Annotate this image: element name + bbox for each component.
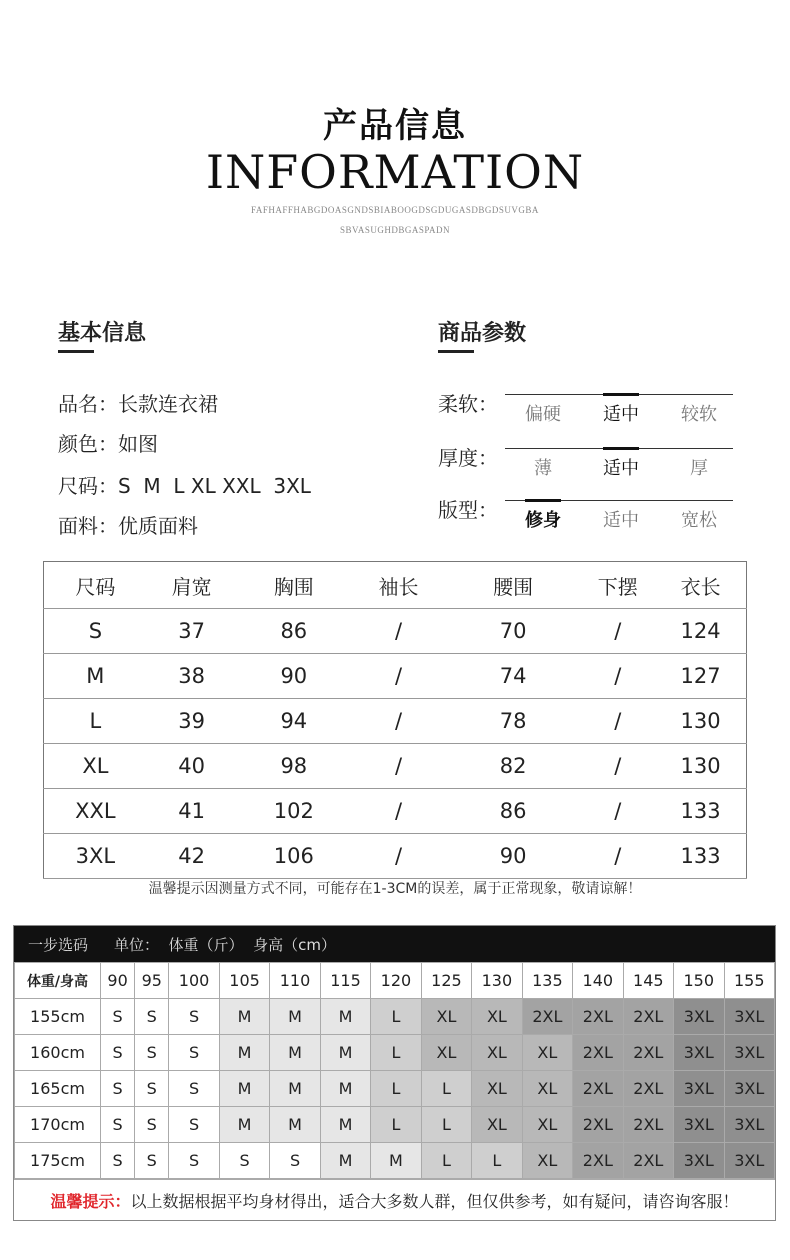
quick-weight-cell: 100 bbox=[169, 963, 219, 999]
quick-weight-cell: 140 bbox=[573, 963, 623, 999]
quick-size-cell: L bbox=[421, 1143, 471, 1179]
size-cell: 42 bbox=[147, 834, 237, 879]
size-cell: 106 bbox=[236, 834, 351, 879]
basic-info-underline bbox=[58, 350, 94, 353]
quick-size-cell: L bbox=[472, 1143, 522, 1179]
quick-height-row bbox=[15, 1071, 775, 1107]
table-row bbox=[44, 789, 747, 834]
quick-size-cell: L bbox=[421, 1071, 471, 1107]
size-cell: S bbox=[44, 609, 147, 654]
size-cell: 90 bbox=[236, 654, 351, 699]
size-cell: 41 bbox=[147, 789, 237, 834]
size-cell: / bbox=[351, 789, 446, 834]
size-header-cell: 腰围 bbox=[446, 562, 581, 609]
quick-size-cell: 2XL bbox=[573, 999, 623, 1035]
quick-size-cell: 3XL bbox=[724, 1107, 775, 1143]
size-cell: 130 bbox=[655, 744, 746, 789]
quick-weight-cell: 130 bbox=[472, 963, 522, 999]
quick-size-cell: S bbox=[101, 1107, 135, 1143]
quick-height-row bbox=[15, 999, 775, 1035]
quick-size-cell: 2XL bbox=[573, 1107, 623, 1143]
quick-size-cell: XL bbox=[522, 1071, 572, 1107]
size-cell: 90 bbox=[446, 834, 581, 879]
quick-size-cell: 3XL bbox=[674, 999, 724, 1035]
quick-size-cell: 2XL bbox=[623, 1035, 673, 1071]
footer-warning-label: 温馨提示： bbox=[50, 1191, 131, 1211]
size-cell: 133 bbox=[655, 834, 746, 879]
size-cell: M bbox=[44, 654, 147, 699]
param-selected-marker bbox=[603, 393, 639, 396]
size-cell: / bbox=[351, 609, 446, 654]
quick-height-cell: 175cm bbox=[15, 1143, 101, 1179]
quick-size-cell: 2XL bbox=[573, 1035, 623, 1071]
quick-size-cell: M bbox=[270, 1107, 320, 1143]
quick-size-cell: S bbox=[169, 1071, 219, 1107]
quick-size-unit: 单位： 体重（斤） 身高（cm） bbox=[114, 935, 336, 954]
quick-height-row bbox=[15, 1035, 775, 1071]
quick-size-header bbox=[14, 926, 775, 962]
table-row bbox=[44, 654, 747, 699]
page-title: 产品信息 bbox=[323, 106, 467, 146]
param-option: 偏硬 bbox=[525, 404, 561, 425]
quick-size-cell: 3XL bbox=[724, 999, 775, 1035]
size-cell: 124 bbox=[655, 609, 746, 654]
table-row bbox=[44, 834, 747, 879]
quick-corner-cell: 体重/身高 bbox=[15, 963, 101, 999]
quick-size-cell: M bbox=[270, 1071, 320, 1107]
quick-weight-cell: 95 bbox=[135, 963, 169, 999]
quick-weight-cell: 125 bbox=[421, 963, 471, 999]
quick-size-cell: L bbox=[371, 1071, 421, 1107]
quick-size-cell: 3XL bbox=[724, 1143, 775, 1179]
size-cell: / bbox=[580, 744, 655, 789]
params-title: 商品参数 bbox=[438, 321, 527, 346]
param-option: 适中 bbox=[603, 458, 639, 479]
quick-size-cell: S bbox=[101, 1035, 135, 1071]
quick-size-cell: M bbox=[320, 999, 370, 1035]
param-option: 薄 bbox=[534, 458, 552, 479]
quick-height-cell: 155cm bbox=[15, 999, 101, 1035]
quick-size-cell: 2XL bbox=[522, 999, 572, 1035]
quick-size-cell: XL bbox=[472, 1071, 522, 1107]
quick-size-cell: M bbox=[320, 1071, 370, 1107]
size-cell: 127 bbox=[655, 654, 746, 699]
quick-size-cell: XL bbox=[472, 1107, 522, 1143]
size-cell: 3XL bbox=[44, 834, 147, 879]
quick-size-cell: XL bbox=[522, 1035, 572, 1071]
param-label: 柔软： bbox=[438, 392, 498, 416]
quick-size-footer bbox=[14, 1179, 775, 1220]
table-row bbox=[44, 699, 747, 744]
quick-size-cell: S bbox=[169, 999, 219, 1035]
product-name: 品名：长款连衣裙 bbox=[58, 392, 218, 416]
quick-size-cell: L bbox=[421, 1107, 471, 1143]
param-selected-marker bbox=[603, 447, 639, 450]
quick-size-cell: 3XL bbox=[674, 1071, 724, 1107]
decorative-subtitle-1: FAFHAFFHABGDOASGNDSBIABOOGDSGDUGASDBGDSUVGBA bbox=[251, 205, 539, 215]
size-table-header bbox=[44, 562, 747, 609]
basic-info-title: 基本信息 bbox=[58, 321, 147, 346]
size-cell: 39 bbox=[147, 699, 237, 744]
quick-height-row bbox=[15, 1107, 775, 1143]
size-cell: / bbox=[351, 744, 446, 789]
size-header-cell: 尺码 bbox=[44, 562, 147, 609]
quick-size-cell: M bbox=[320, 1143, 370, 1179]
quick-size-cell: S bbox=[169, 1035, 219, 1071]
page-title-en: INFORMATION bbox=[205, 145, 585, 199]
decorative-subtitle-2: SBVASUGHDBGASPADN bbox=[339, 225, 451, 235]
quick-size-cell: XL bbox=[421, 1035, 471, 1071]
quick-weight-cell: 90 bbox=[101, 963, 135, 999]
quick-size-cell: XL bbox=[472, 999, 522, 1035]
quick-size-cell: S bbox=[135, 1107, 169, 1143]
size-cell: 70 bbox=[446, 609, 581, 654]
quick-size-cell: S bbox=[135, 999, 169, 1035]
quick-size-cell: S bbox=[169, 1107, 219, 1143]
param-option: 宽松 bbox=[681, 510, 717, 531]
quick-weight-cell: 120 bbox=[371, 963, 421, 999]
size-table bbox=[43, 561, 747, 879]
size-cell: 82 bbox=[446, 744, 581, 789]
size-cell: / bbox=[580, 699, 655, 744]
quick-size-cell: 3XL bbox=[674, 1107, 724, 1143]
quick-size-cell: S bbox=[135, 1035, 169, 1071]
table-row bbox=[44, 744, 747, 789]
param-option: 适中 bbox=[603, 404, 639, 425]
size-cell: / bbox=[580, 609, 655, 654]
size-header-cell: 衣长 bbox=[655, 562, 746, 609]
quick-size-cell: M bbox=[270, 1035, 320, 1071]
size-cell: L bbox=[44, 699, 147, 744]
quick-size-cell: 2XL bbox=[623, 1143, 673, 1179]
quick-weight-cell: 155 bbox=[724, 963, 775, 999]
quick-size-cell: M bbox=[219, 1071, 269, 1107]
footer-text: 以上数据根据平均身材得出，适合大多数人群，但仅供参考，如有疑问，请咨询客服！ bbox=[130, 1191, 739, 1211]
quick-size-cell: M bbox=[219, 1107, 269, 1143]
size-cell: / bbox=[351, 699, 446, 744]
quick-size-cell: L bbox=[371, 1035, 421, 1071]
quick-weight-row bbox=[15, 963, 775, 999]
quick-size-cell: 3XL bbox=[724, 1035, 775, 1071]
quick-weight-cell: 150 bbox=[674, 963, 724, 999]
quick-weight-cell: 135 bbox=[522, 963, 572, 999]
quick-size-cell: L bbox=[371, 999, 421, 1035]
size-cell: / bbox=[351, 654, 446, 699]
size-cell: 37 bbox=[147, 609, 237, 654]
size-cell: 40 bbox=[147, 744, 237, 789]
table-row bbox=[44, 609, 747, 654]
param-selected-marker bbox=[525, 499, 561, 502]
quick-size-cell: S bbox=[135, 1143, 169, 1179]
quick-size-cell: M bbox=[270, 999, 320, 1035]
size-cell: / bbox=[351, 834, 446, 879]
size-cell: 86 bbox=[236, 609, 351, 654]
param-label: 厚度： bbox=[438, 446, 498, 470]
param-option: 厚 bbox=[690, 458, 708, 479]
param-option: 修身 bbox=[525, 510, 561, 531]
size-header-cell: 下摆 bbox=[580, 562, 655, 609]
quick-size-cell: 2XL bbox=[623, 999, 673, 1035]
size-cell: 102 bbox=[236, 789, 351, 834]
quick-height-cell: 170cm bbox=[15, 1107, 101, 1143]
quick-size-cell: 2XL bbox=[573, 1143, 623, 1179]
quick-size-cell: L bbox=[371, 1107, 421, 1143]
quick-size-cell: S bbox=[219, 1143, 269, 1179]
param-option: 较软 bbox=[681, 404, 717, 425]
quick-size-cell: M bbox=[320, 1035, 370, 1071]
quick-size-cell: 3XL bbox=[674, 1143, 724, 1179]
size-cell: 98 bbox=[236, 744, 351, 789]
quick-size-cell: M bbox=[371, 1143, 421, 1179]
size-header-cell: 肩宽 bbox=[147, 562, 237, 609]
quick-size-cell: S bbox=[101, 1143, 135, 1179]
quick-weight-cell: 105 bbox=[219, 963, 269, 999]
product-sizes: 尺码：S M L XL XXL 3XL bbox=[58, 474, 311, 498]
quick-size-cell: S bbox=[101, 1071, 135, 1107]
quick-weight-cell: 145 bbox=[623, 963, 673, 999]
quick-size-cell: 2XL bbox=[623, 1107, 673, 1143]
size-cell: 130 bbox=[655, 699, 746, 744]
quick-height-cell: 165cm bbox=[15, 1071, 101, 1107]
size-cell: / bbox=[580, 834, 655, 879]
quick-size-cell: 3XL bbox=[674, 1035, 724, 1071]
quick-size-chart bbox=[13, 925, 776, 1221]
quick-size-cell: XL bbox=[421, 999, 471, 1035]
quick-height-cell: 160cm bbox=[15, 1035, 101, 1071]
param-label: 版型： bbox=[438, 498, 498, 522]
size-cell: 94 bbox=[236, 699, 351, 744]
product-fabric: 面料：优质面料 bbox=[58, 514, 198, 538]
quick-size-cell: S bbox=[169, 1143, 219, 1179]
size-cell: 86 bbox=[446, 789, 581, 834]
quick-size-table bbox=[14, 962, 775, 1179]
size-header-cell: 胸围 bbox=[236, 562, 351, 609]
quick-size-title: 一步选码 bbox=[28, 935, 89, 954]
size-cell: XL bbox=[44, 744, 147, 789]
size-cell: / bbox=[580, 789, 655, 834]
quick-size-cell: XL bbox=[522, 1107, 572, 1143]
quick-size-cell: M bbox=[320, 1107, 370, 1143]
quick-weight-cell: 110 bbox=[270, 963, 320, 999]
size-cell: 74 bbox=[446, 654, 581, 699]
quick-size-cell: 3XL bbox=[724, 1071, 775, 1107]
quick-height-row bbox=[15, 1143, 775, 1179]
size-cell: XXL bbox=[44, 789, 147, 834]
size-cell: 133 bbox=[655, 789, 746, 834]
quick-size-cell: M bbox=[219, 999, 269, 1035]
size-header-cell: 袖长 bbox=[351, 562, 446, 609]
product-color: 颜色：如图 bbox=[58, 432, 158, 456]
quick-size-cell: S bbox=[101, 999, 135, 1035]
quick-size-cell: XL bbox=[522, 1143, 572, 1179]
param-option: 适中 bbox=[603, 510, 639, 531]
size-cell: 38 bbox=[147, 654, 237, 699]
measurement-note: 温馨提示因测量方式不同，可能存在1-3CM的误差，属于正常现象，敬请谅解！ bbox=[148, 881, 642, 897]
quick-size-cell: 2XL bbox=[573, 1071, 623, 1107]
params-underline bbox=[438, 350, 474, 353]
size-cell: 78 bbox=[446, 699, 581, 744]
quick-size-cell: XL bbox=[472, 1035, 522, 1071]
quick-weight-cell: 115 bbox=[320, 963, 370, 999]
quick-size-cell: M bbox=[219, 1035, 269, 1071]
quick-size-cell: S bbox=[270, 1143, 320, 1179]
size-cell: / bbox=[580, 654, 655, 699]
quick-size-cell: 2XL bbox=[623, 1071, 673, 1107]
quick-size-cell: S bbox=[135, 1071, 169, 1107]
